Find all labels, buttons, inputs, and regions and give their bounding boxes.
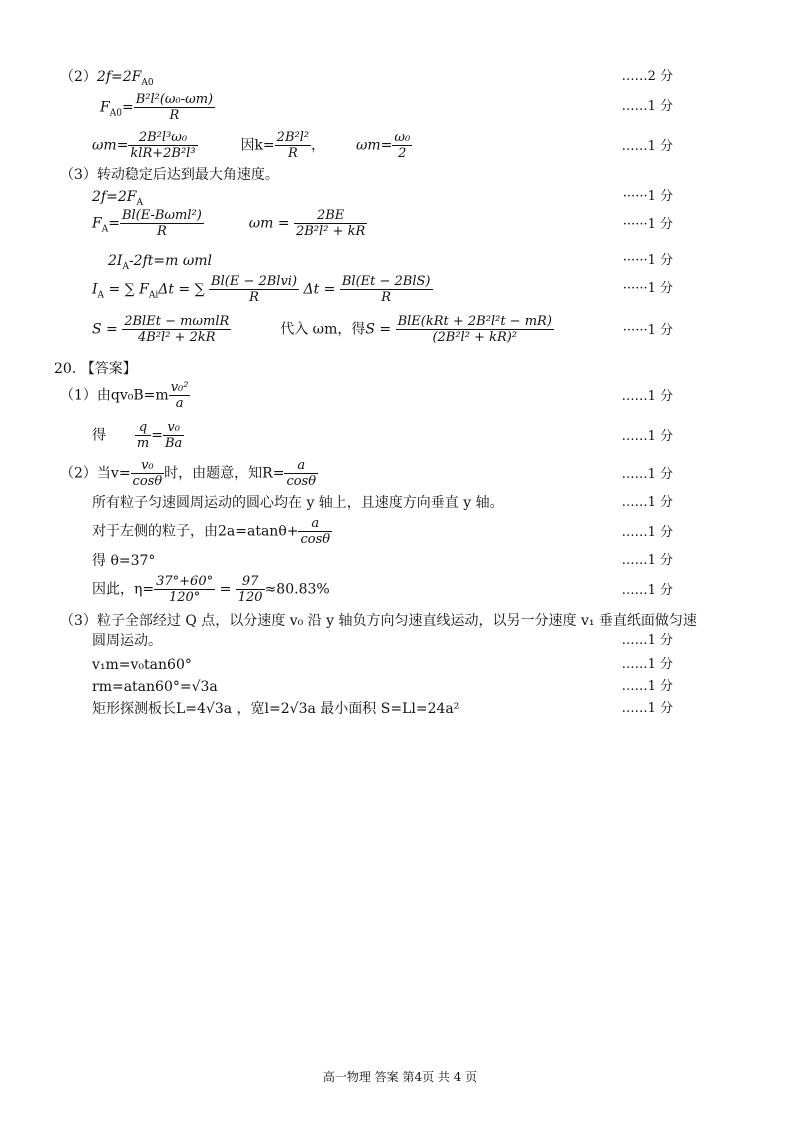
score: ······1 分 — [622, 217, 673, 232]
score: ……1 分 — [621, 389, 673, 404]
score: ……1 分 — [621, 139, 673, 154]
score: ……1 分 — [621, 583, 673, 598]
score: ……1 分 — [621, 701, 673, 716]
page-footer: 高一物理 答案 第4页 共 4 页 — [322, 1070, 478, 1084]
q19-p2-wm: ωm= $\frac{\text{2B²l³ω₀}}{\text{klR+2B²l³}}$ 因k= $\frac{\text{2B²l²}}{R}$ ， ωm= $\frac{\text{ω₀}}{2}$ — [92, 130, 411, 161]
score: ……1 分 — [621, 553, 673, 568]
score: ……1 分 — [621, 429, 673, 444]
q19-p2-eq1: $(2)2f=2F_{A0}$ — [60, 69, 154, 88]
score: ……1 分 — [621, 99, 673, 114]
q20-title: 20. 【答案】 — [54, 361, 137, 377]
score: ……1 分 — [621, 525, 673, 540]
q19-p2-fa0: $F_{A0}=$ $\frac{\text{B²l²(ω₀-ωm)}}{R}$ — [100, 92, 214, 123]
q20-p3-line1b: 圆周运动。 — [92, 633, 162, 649]
score: ······1 分 — [622, 281, 673, 296]
q19-p3-ia: $I_A$ = ∑ $F_{Ai}\Delta t$ = ∑ $\frac{\text{Bl(E − 2Blvi)}}{R}$ Δt = $\frac{\text{Bl(Et − 2BlS)}}{R}$ — [92, 274, 431, 305]
score: ……1 分 — [621, 467, 673, 482]
q20-p2-eq1: （2）当v= $\frac{\text{v₀}}{\cos\theta}$ 时，由题意，知R= $\frac{a}{\cos\theta}$ — [60, 458, 317, 489]
score: ……1 分 — [621, 657, 673, 672]
q20-p2-line3: 对于左侧的粒子，由2a=atanθ+ $\frac{a}{\cos\theta}$ — [92, 516, 331, 547]
score: ······1 分 — [622, 253, 673, 268]
q20-p3-line2: v₁m=v₀tan60° — [92, 657, 192, 673]
q19-p3-heading: （3）转动稳定后达到最大角速度。 — [60, 167, 279, 183]
score: ……1 分 — [621, 633, 673, 648]
q19-p3-s: S = $\frac{\text{2BlEt − mωmlR}}{\text{4B²l² + 2kR}}$ 代入 ωm，得S = $\frac{\text{BlE(kRt + 2B²l²t − mR)}}{\text{(2B²l² + kR)²}}$ — [92, 314, 552, 345]
q20-p3-line3: rm=atan60°=√3a — [92, 679, 218, 695]
q20-p2-line5: 因此，η= $\frac{37^\circ+60^\circ}{120^\circ}$ = $\frac{97}{120}$ ≈80.83% — [92, 574, 330, 605]
q19-p3-eq3: $2I_A-2ft=m$ ωml — [108, 253, 213, 272]
q20-p1-eq2: 得 $\frac{q}{m}$ = $\frac{\text{v₀}}{Ba}$ — [92, 420, 183, 451]
q19-p3-fa: $F_A=$ $\frac{\text{Bl(E-Bωml²)}}{R}$ ωm = $\frac{2BE}{\text{2B²l² + kR}}$ — [92, 208, 366, 239]
score: ……1 分 — [621, 495, 673, 510]
q19-p3-eq1: $2f=2F_A$ — [92, 189, 143, 208]
q20-p2-line2: 所有粒子匀速圆周运动的圆心均在 y 轴上，且速度方向垂直 y 轴。 — [92, 495, 504, 511]
score: ……2 分 — [621, 69, 673, 84]
q20-p1-eq1: （1）由qv₀B=m $\frac{\text{v₀²}}{a}$ — [60, 380, 189, 411]
q20-p3-line1: （3）粒子全部经过 Q 点，以分速度 v₀ 沿 y 轴负方向匀速直线运动，以另一分速度 v₁ 垂直纸面做匀速 — [60, 613, 697, 629]
score: ……1 分 — [621, 679, 673, 694]
q20-p3-line4: 矩形探测板长L=4√3a ，宽l=2√3a 最小面积 S=Ll=24a² — [92, 701, 460, 717]
q20-p2-line4: 得 θ=37° — [92, 553, 156, 569]
score: ······1 分 — [622, 323, 673, 338]
score: ······1 分 — [622, 189, 673, 204]
